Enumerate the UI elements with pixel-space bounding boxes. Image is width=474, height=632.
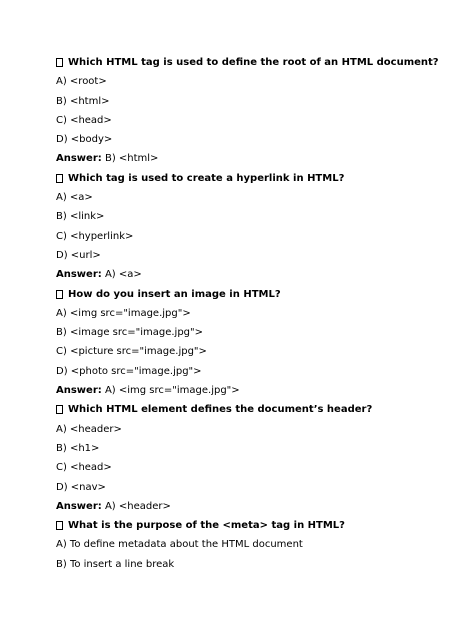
missing-glyph-icon bbox=[56, 290, 63, 299]
answer-value: A) <a> bbox=[104, 269, 142, 281]
document-page bbox=[56, 56, 456, 577]
missing-glyph-icon bbox=[56, 521, 63, 530]
answer-line bbox=[56, 500, 456, 519]
option-item: B) <image src="image.jpg"> bbox=[56, 327, 204, 339]
option-item: D) <url> bbox=[56, 249, 101, 261]
option-item: A) <header> bbox=[56, 423, 122, 435]
option-item: A) <img src="image.jpg"> bbox=[56, 307, 191, 319]
question-text: How do you insert an image in HTML? bbox=[68, 288, 281, 300]
question-text: Which HTML element defines the document’s header? bbox=[68, 404, 373, 416]
option-item: C) <hyperlink> bbox=[56, 230, 134, 242]
question-heading bbox=[56, 56, 456, 75]
missing-glyph-icon bbox=[56, 405, 63, 414]
answer-label: Answer: bbox=[56, 385, 102, 397]
option-item: B) <link> bbox=[56, 211, 105, 223]
answer-line bbox=[56, 152, 456, 171]
answer-label: Answer: bbox=[56, 153, 102, 165]
option-item: D) <body> bbox=[56, 134, 113, 146]
question-heading bbox=[56, 519, 456, 538]
answer-line bbox=[56, 268, 456, 287]
option-item: A) <a> bbox=[56, 192, 93, 204]
answer-value: A) <header> bbox=[104, 500, 171, 512]
answer-label: Answer: bbox=[56, 500, 102, 512]
question-text: What is the purpose of the <meta> tag in HTML? bbox=[68, 520, 345, 532]
option-item: C) <head> bbox=[56, 462, 112, 474]
option-item: A) To define metadata about the HTML document bbox=[56, 539, 303, 551]
option-item: C) <head> bbox=[56, 114, 112, 126]
missing-glyph-icon bbox=[56, 174, 63, 183]
option-item: B) <h1> bbox=[56, 442, 100, 454]
option-item: A) <root> bbox=[56, 76, 107, 88]
option-item: D) <photo src="image.jpg"> bbox=[56, 365, 202, 377]
answer-label: Answer: bbox=[56, 269, 102, 281]
question-heading bbox=[56, 172, 456, 191]
option-item: C) <picture src="image.jpg"> bbox=[56, 346, 207, 358]
missing-glyph-icon bbox=[56, 58, 63, 67]
option-item: B) <html> bbox=[56, 95, 110, 107]
question-heading bbox=[56, 288, 456, 307]
answer-value: A) <img src="image.jpg"> bbox=[104, 385, 240, 397]
answer-line bbox=[56, 384, 456, 403]
question-heading bbox=[56, 403, 456, 422]
question-text: Which HTML tag is used to define the root of an HTML document? bbox=[68, 57, 439, 68]
option-item: B) To insert a line break bbox=[56, 558, 175, 570]
option-item: D) <nav> bbox=[56, 481, 106, 493]
answer-value: B) <html> bbox=[104, 153, 159, 165]
question-text: Which tag is used to create a hyperlink in HTML? bbox=[68, 172, 345, 184]
